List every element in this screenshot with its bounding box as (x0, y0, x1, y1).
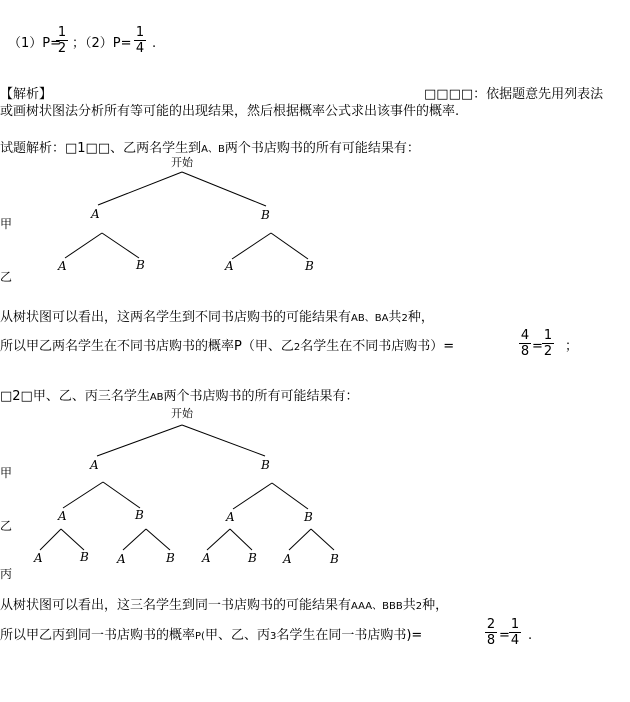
answer-p2-prefix: ；（2）P= (72, 36, 132, 51)
obs1-suffix: 种， (407, 310, 434, 325)
fraction-denominator: 4 (510, 633, 520, 648)
tree2-leaf-b: B (166, 551, 175, 565)
fraction-numerator: 4 (520, 328, 530, 343)
intro-suffix: 两个书店购书的所有可能结果有： (224, 141, 420, 156)
tree1-row-label-jia: 甲 (0, 217, 13, 231)
obs2-items: AAA、BBB (351, 601, 403, 612)
tree1-leaf-a: A (225, 259, 234, 273)
prob1-fraction-1 (519, 329, 531, 359)
analysis-heading: 【解析】 (0, 87, 53, 102)
fraction-numerator: 1 (135, 25, 145, 40)
prob2-end: . (528, 628, 533, 643)
obs1-count: 2 (401, 313, 408, 324)
answer-p1-prefix: （1）P= (8, 36, 62, 51)
intro-ab: A、B (201, 144, 225, 155)
probability-2 (0, 628, 422, 645)
tree2-leaf-b: B (330, 552, 339, 566)
prob2-n: 3 (269, 631, 277, 642)
part2-intro (0, 389, 359, 406)
obs2-count: 2 (415, 601, 423, 612)
fraction-denominator: 4 (135, 41, 145, 56)
fraction-denominator: 2 (57, 41, 67, 56)
tree2-l2-a: A (58, 509, 67, 523)
tree2-leaf-b: B (80, 550, 89, 564)
answer-end: . (152, 36, 157, 51)
prob2-fraction-1 (485, 618, 497, 648)
obs2-mid: 共 (402, 598, 416, 613)
obs1-mid: 共 (388, 310, 402, 325)
prob1-mid: 名学生在不同书店购书）= (300, 339, 455, 354)
prob2-fraction-2 (509, 618, 521, 648)
tree2-row-label-yi: 乙 (0, 519, 13, 533)
fraction-numerator: 2 (486, 617, 496, 632)
tree2-root: 开始 (171, 407, 193, 420)
tree1-leaf-b: B (305, 259, 314, 273)
tree1-row-label-yi: 乙 (0, 270, 13, 284)
prob1-prefix: 所以甲乙两名学生在不同书店购书的概率P（甲、乙 (0, 339, 294, 354)
tree2-l2-b: B (304, 510, 313, 524)
obs2-suffix: 种， (422, 598, 449, 613)
tree2-leaf-a: A (202, 551, 211, 565)
fraction-numerator: 1 (57, 25, 67, 40)
observation-1 (0, 310, 434, 327)
prob2-mid2: 名学生在同一书店购书)= (276, 628, 423, 643)
tree2-leaf-a: A (34, 551, 43, 565)
part2-ab: AB (149, 392, 164, 403)
obs2-prefix: 从树状图可以看出，这三名学生到同一书店购书的可能结果有 (0, 598, 352, 613)
observation-2 (0, 598, 448, 615)
probability-1 (0, 339, 454, 356)
analysis-hint-line1: ：依据题意先用列表法 (473, 87, 604, 102)
obs1-prefix: 从树状图可以看出，这两名学生到不同书店购书的可能结果有 (0, 310, 352, 325)
tree2-row-label-bing: 丙 (0, 567, 13, 581)
tree2-node-a: A (90, 458, 99, 472)
tree2-leaf-a: A (283, 552, 292, 566)
tree1-root: 开始 (171, 156, 193, 169)
tree2-l2-b: B (135, 508, 144, 522)
prob1-fraction-2 (542, 329, 554, 359)
tree1-leaf-b: B (136, 258, 145, 272)
analysis-hint-line2: 或画树状图法分析所有等可能的出现结果，然后根据概率公式求出该事件的概率. (0, 104, 460, 119)
fraction-numerator: 1 (510, 617, 520, 632)
equals-sign: = (532, 339, 543, 354)
fraction-numerator: 1 (543, 328, 553, 343)
equals-sign: = (499, 628, 510, 643)
obs1-items: AB、BA (351, 313, 389, 324)
tree1-node-b: B (261, 208, 270, 222)
fraction-denominator: 2 (543, 344, 553, 359)
intro-prefix: 试题解析：□1□□、乙两名学生到 (0, 141, 202, 156)
part2-suffix: 两个书店购书的所有可能结果有： (163, 389, 359, 404)
tree2-leaf-a: A (117, 552, 126, 566)
fraction-denominator: 8 (520, 344, 530, 359)
prob2-p: P( (195, 631, 205, 642)
prob1-end: ； (565, 339, 579, 354)
tree2-l2-a: A (226, 510, 235, 524)
tree1-leaf-a: A (58, 259, 67, 273)
tree2-node-b: B (261, 458, 270, 472)
prob1-n: 2 (293, 342, 301, 353)
tree2-leaf-b: B (248, 551, 257, 565)
prob2-prefix: 所以甲乙丙到同一书店购书的概率 (0, 628, 196, 643)
tree1-node-a: A (91, 207, 100, 221)
tree2-row-label-jia: 甲 (0, 466, 13, 480)
part2-prefix: □2□甲、乙、丙三名学生 (0, 389, 150, 404)
analysis-tag: □□□□ (424, 87, 474, 102)
prob2-mid1: 甲、乙、丙 (204, 628, 270, 643)
fraction-denominator: 8 (486, 633, 496, 648)
